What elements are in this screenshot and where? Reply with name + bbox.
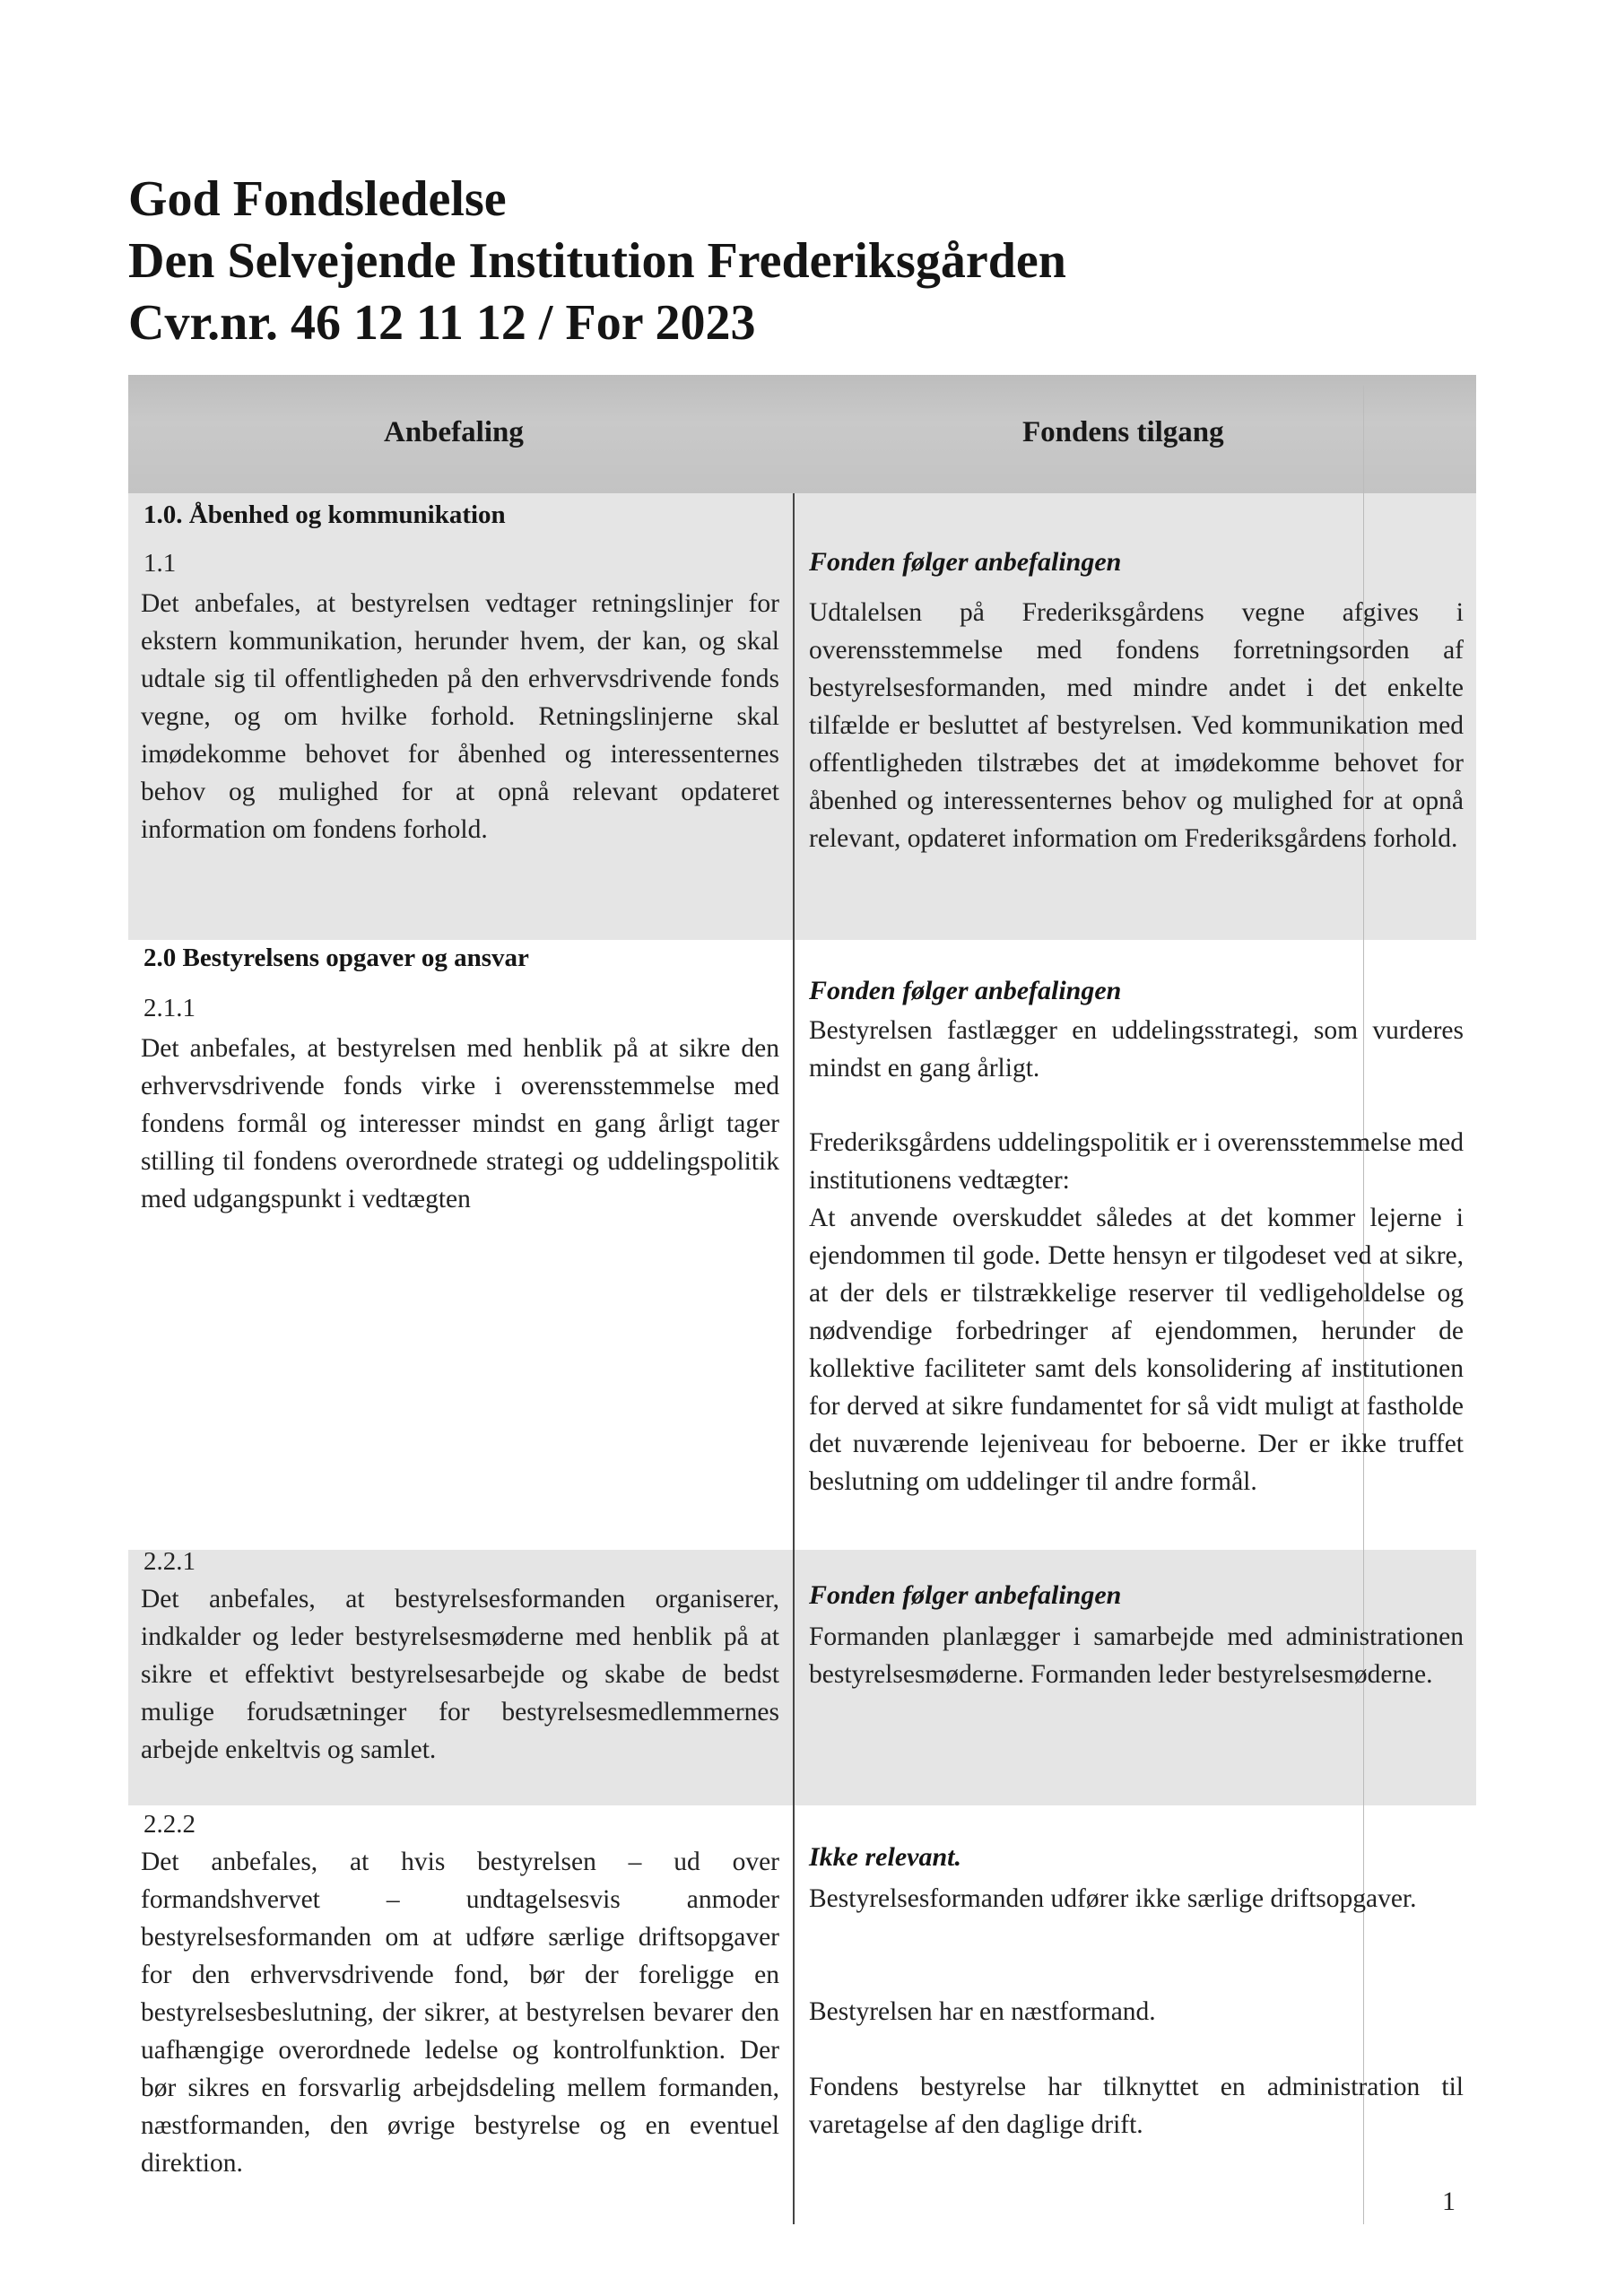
column-header-approach: Fondens tilgang — [1022, 416, 1224, 448]
approach-2-2-2-p1: Bestyrelsesformanden udfører ikke særlige driftsopgaver. — [809, 1884, 1417, 1913]
approach-2-1-1-p2: Frederiksgårdens uddelingspolitik er i overensstemmelse med institutionens vedtægter: — [809, 1128, 1464, 1195]
title-line-2: Den Selvejende Institution Frederiksgården — [128, 233, 1066, 289]
section-heading-1: 1.0. Åbenhed og kommunikation — [143, 500, 506, 529]
document-title — [128, 169, 1066, 354]
verdict-1-1: Fonden følger anbefalingen — [809, 547, 1122, 577]
verdict-2-2-1: Fonden følger anbefalingen — [809, 1580, 1122, 1610]
approach-2-1-1-p1: Bestyrelsen fastlægger en uddelingsstrategi, som vurderes mindst en gang årligt. — [809, 1016, 1464, 1083]
approach-2-2-2-p2: Bestyrelsen har en næstformand. — [809, 1997, 1156, 2026]
approach-2-2-2-p3: Fondens bestyrelse har tilknyttet en administration til varetagelse af den daglige drift. — [809, 2073, 1464, 2139]
approach-2-1-1-p3: At anvende overskuddet således at det kommer lejerne i ejendommen til gode. Dette hensyn er tilgodeset ved at sikre, at der dels er tilstrækkelige reserver til vedligeholdelse og nødvendige forbedringer af ejendommen, herunder de kollektive faciliteter samt dels konsolidering af institutionen for derved at sikre fundamentet for så vidt muligt at fastholde det nuværende lejeniveau for beboerne. Der er ikke truffet beslutning om uddelinger til andre formål. — [809, 1204, 1464, 1496]
item-number-2-1-1: 2.1.1 — [143, 994, 196, 1022]
verdict-2-2-2: Ikke relevant. — [809, 1842, 961, 1872]
approach-2-2-1: Formanden planlægger i samarbejde med administrationen bestyrelsesmøderne. Formanden leder bestyrelsesmøderne. — [809, 1622, 1464, 1689]
table-header-row — [128, 375, 1476, 493]
title-line-1: God Fondsledelse — [128, 171, 507, 227]
column-header-recommendation: Anbefaling — [384, 416, 524, 448]
title-line-3: Cvr.nr. 46 12 11 12 / For 2023 — [128, 295, 756, 351]
page-number: 1 — [1442, 2187, 1456, 2216]
item-number-2-2-1: 2.2.1 — [143, 1547, 196, 1576]
recommendation-1-1: Det anbefales, at bestyrelsen vedtager retningslinjer for ekstern kommunikation, herunder hvem, der kan, og skal udtale sig til offentligheden på den erhvervsdrivende fonds vegne, og om hvilke forhold. Retningslinjerne skal imødekomme behovet for åbenhed og interessenternes behov og mulighed for at opnå relevant opdateret information om fondens forhold. — [141, 589, 779, 844]
verdict-2-1-1: Fonden følger anbefalingen — [809, 976, 1122, 1005]
recommendation-2-2-1: Det anbefales, at bestyrelsesformanden organiserer, indkalder og leder bestyrelsesmøderne med henblik på at sikre et effektivt bestyrelsesarbejde og skabe de bedst mulige forudsætninger for bestyrelsesmedlemmernes arbejde enkeltvis og samlet. — [141, 1585, 779, 1764]
column-divider — [793, 493, 795, 2224]
recommendation-2-2-2: Det anbefales, at hvis bestyrelsen – ud over formandshvervet – undtagelsesvis anmoder bestyrelsesformanden om at udføre særlige driftsopgaver for den erhvervsdrivende fond, bør der foreligge en bestyrelsesbeslutning, der sikrer, at bestyrelsen bevarer den uafhængige overordnede ledelse og kontrolfunktion. Der bør sikres en forsvarlig arbejdsdeling mellem formanden, næstformanden, den øvrige bestyrelse og en eventuel direktion. — [141, 1848, 779, 2178]
item-number-2-2-2: 2.2.2 — [143, 1810, 196, 1839]
item-number-1-1: 1.1 — [143, 549, 177, 578]
recommendation-2-1-1: Det anbefales, at bestyrelsen med henblik på at sikre den erhvervsdrivende fonds virke i overensstemmelse med fondens formål og interesser mindst en gang årligt tager stilling til fondens overordnede strategi og uddelingspolitik med udgangspunkt i vedtægten — [141, 1034, 779, 1213]
approach-1-1: Udtalelsen på Frederiksgårdens vegne afgives i overensstemmelse med fondens forretningsorden af bestyrelsesformanden, med mindre andet i det enkelte tilfælde er besluttet af bestyrelsen. Ved kommunikation med offentligheden tilstræbes det at imødekomme behovet for åbenhed og interessenternes behov og mulighed for at opnå relevant, opdateret information om Frederiksgårdens forhold. — [809, 598, 1464, 853]
section-heading-2: 2.0 Bestyrelsens opgaver og ansvar — [143, 944, 529, 972]
